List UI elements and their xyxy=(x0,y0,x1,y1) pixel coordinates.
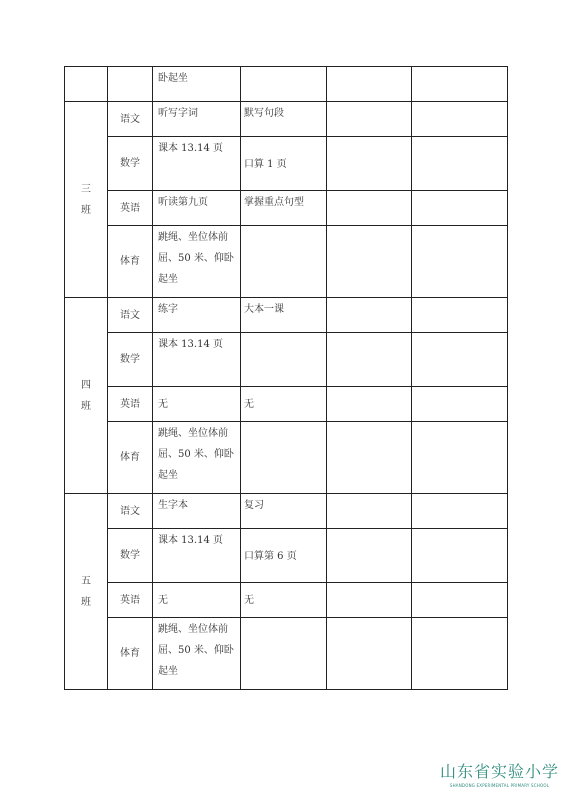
school-logo xyxy=(440,759,559,788)
empty-cell xyxy=(327,191,412,226)
task-cell: 大本一课 xyxy=(241,298,327,333)
empty-cell xyxy=(327,298,412,333)
empty-cell xyxy=(327,583,412,618)
task-cell: 无 xyxy=(153,583,241,618)
task-cell: 跳绳、坐位体前屈、50 米、仰卧起坐 xyxy=(153,618,241,690)
empty-cell xyxy=(412,191,508,226)
task-cell xyxy=(241,333,327,387)
task-cell: 课本 13.14 页 xyxy=(153,529,241,583)
empty-cell xyxy=(327,333,412,387)
table-row xyxy=(65,137,508,191)
task-cell: 掌握重点句型 xyxy=(241,191,327,226)
empty-cell xyxy=(327,67,412,102)
table-row xyxy=(65,618,508,690)
class-name-cell xyxy=(65,102,108,298)
class-name: 五 班 xyxy=(81,575,91,608)
task-cell: 听读第九页 xyxy=(153,191,241,226)
empty-cell xyxy=(327,226,412,298)
empty-cell xyxy=(412,333,508,387)
subject-cell: 语文 xyxy=(108,494,153,529)
table-row xyxy=(65,583,508,618)
task-cell: 口算 1 页 xyxy=(241,137,327,191)
empty-cell xyxy=(412,618,508,690)
class-name: 三 班 xyxy=(81,183,91,216)
table-row xyxy=(65,298,508,333)
task-cell: 无 xyxy=(241,387,327,422)
class-name: 四 班 xyxy=(81,379,91,412)
empty-cell xyxy=(412,583,508,618)
subject-cell: 英语 xyxy=(108,583,153,618)
school-name: 山东省实验小学 xyxy=(439,762,559,781)
subject-cell: 英语 xyxy=(108,191,153,226)
task-cell: 复习 xyxy=(241,494,327,529)
empty-cell xyxy=(327,618,412,690)
empty-cell xyxy=(412,226,508,298)
table-row xyxy=(65,387,508,422)
task-cell: 跳绳、坐位体前屈、50 米、仰卧起坐 xyxy=(153,226,241,298)
class-name-cell xyxy=(65,298,108,494)
task-cell: 听写字词 xyxy=(153,102,241,137)
task-cell: 跳绳、坐位体前屈、50 米、仰卧起坐 xyxy=(153,422,241,494)
table-row xyxy=(65,191,508,226)
subject-cell: 语文 xyxy=(108,298,153,333)
task-cell: 课本 13.14 页 xyxy=(153,137,241,191)
class-name-cell xyxy=(65,494,108,690)
subject-cell: 数学 xyxy=(108,333,153,387)
task-cell: 默写句段 xyxy=(241,102,327,137)
task-cell: 练字 xyxy=(153,298,241,333)
table-row xyxy=(65,422,508,494)
task-cell: 口算第 6 页 xyxy=(241,529,327,583)
task-cell: 无 xyxy=(153,387,241,422)
task-cell xyxy=(241,226,327,298)
empty-cell xyxy=(327,137,412,191)
table-row xyxy=(65,494,508,529)
subject-cell: 数学 xyxy=(108,529,153,583)
task-cell xyxy=(241,618,327,690)
task-cell: 无 xyxy=(241,583,327,618)
subject-cell: 体育 xyxy=(108,226,153,298)
table-row xyxy=(65,529,508,583)
empty-cell xyxy=(412,422,508,494)
subject-cell: 数学 xyxy=(108,137,153,191)
subject-cell: 体育 xyxy=(108,422,153,494)
empty-cell xyxy=(412,494,508,529)
table-row xyxy=(65,333,508,387)
task-cell: 课本 13.14 页 xyxy=(153,333,241,387)
empty-cell xyxy=(412,529,508,583)
table-row xyxy=(65,102,508,137)
subject-cell: 英语 xyxy=(108,387,153,422)
task-cell xyxy=(241,422,327,494)
empty-cell xyxy=(412,67,508,102)
class-cell xyxy=(65,67,108,102)
task-cell: 生字本 xyxy=(153,494,241,529)
table-row xyxy=(65,226,508,298)
empty-cell xyxy=(327,102,412,137)
empty-cell xyxy=(412,137,508,191)
empty-cell xyxy=(412,102,508,137)
empty-cell xyxy=(327,387,412,422)
school-name-en: SHANDONG EXPERIMENTAL PRIMARY SCHOOL xyxy=(449,783,550,788)
subject-cell: 语文 xyxy=(108,102,153,137)
subject-cell: 体育 xyxy=(108,618,153,690)
empty-cell xyxy=(327,529,412,583)
empty-cell xyxy=(327,422,412,494)
empty-cell xyxy=(412,298,508,333)
empty-cell xyxy=(327,494,412,529)
task-cell: 卧起坐 xyxy=(153,67,241,102)
empty-cell xyxy=(412,387,508,422)
homework-table xyxy=(64,66,508,690)
task-cell xyxy=(241,67,327,102)
subject-cell xyxy=(108,67,153,102)
table-row xyxy=(65,67,508,102)
